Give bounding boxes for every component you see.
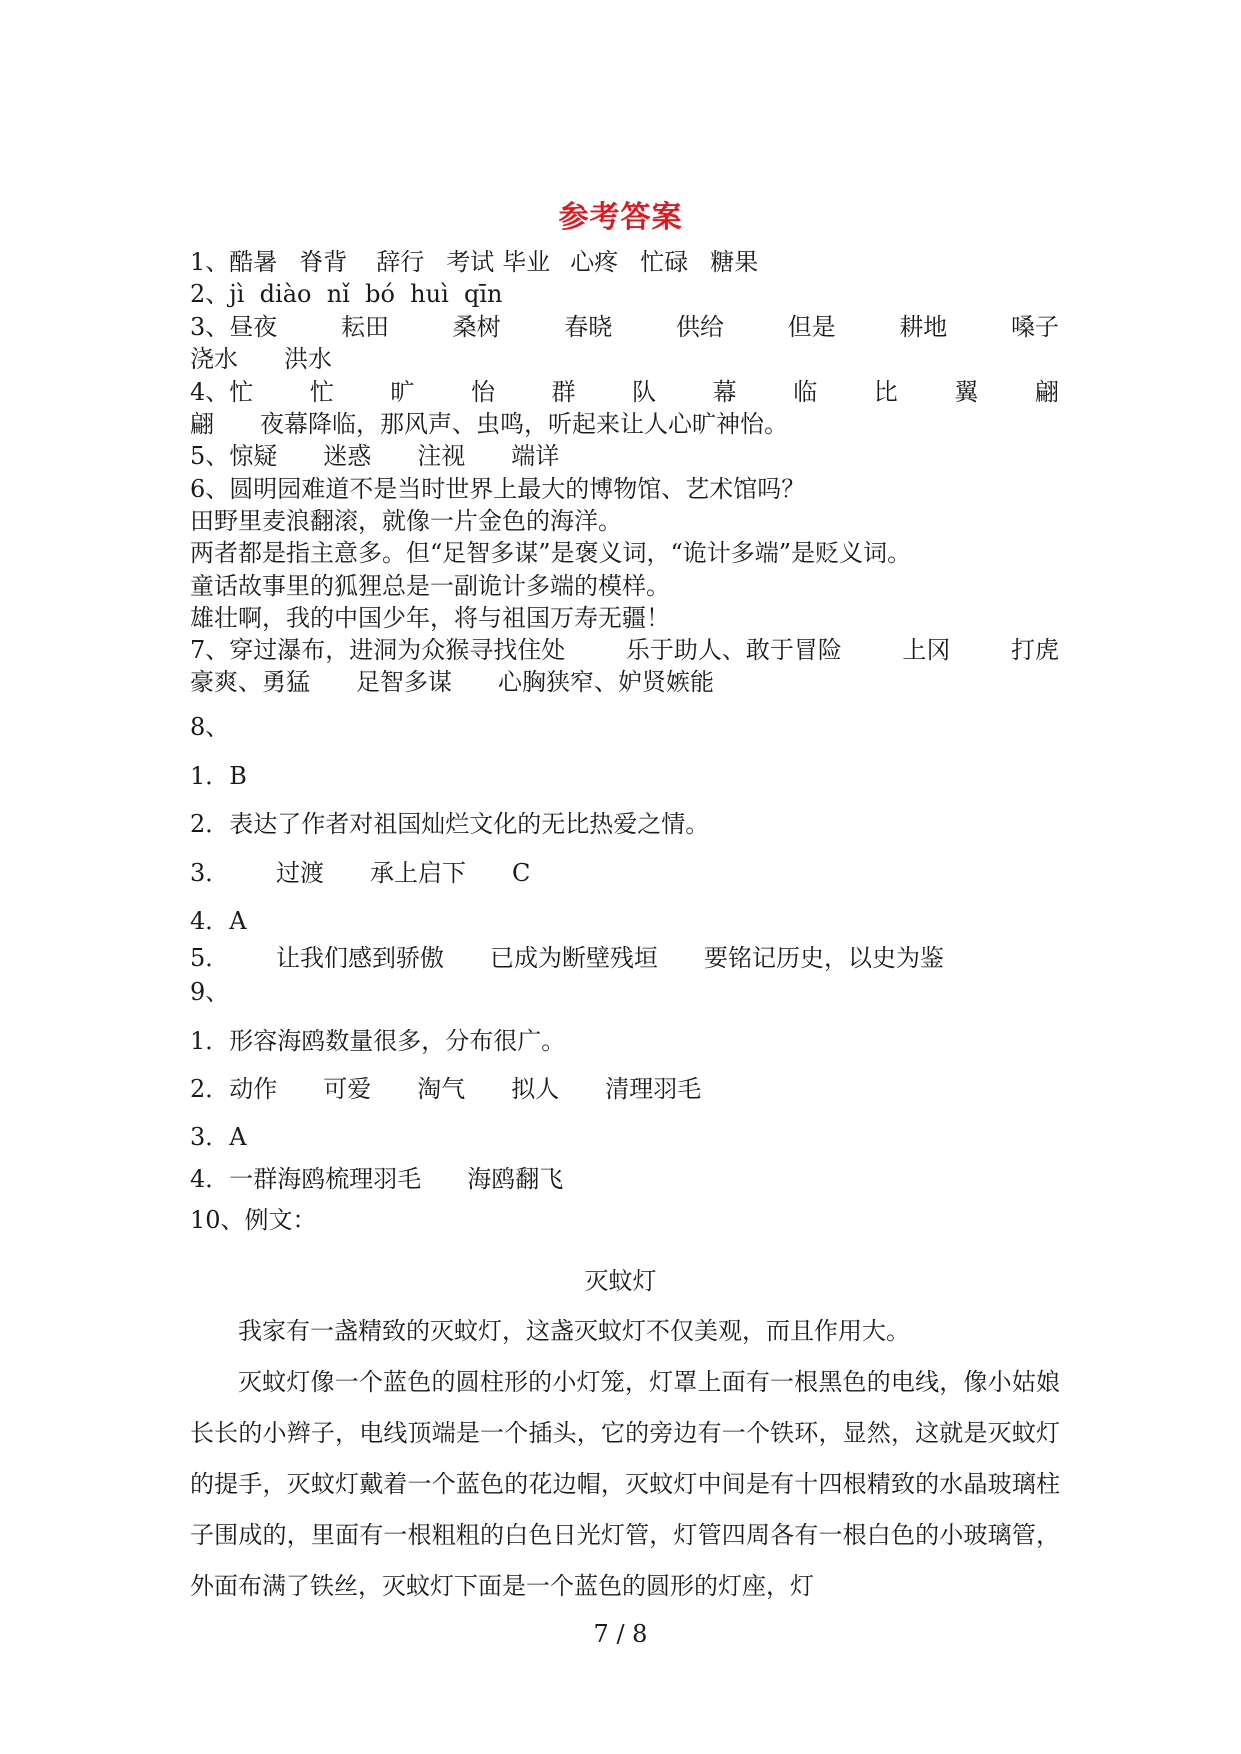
- q9-answer-4: [190, 1164, 563, 1194]
- q4-item: 比: [873, 378, 898, 406]
- q4-item: 翼: [954, 378, 979, 406]
- q9-answer-4-item: 一群海鸥梳理羽毛: [229, 1165, 422, 1193]
- q8-answer-3-item: 过渡: [276, 859, 324, 887]
- q3-item: 但是: [787, 313, 836, 341]
- q7-number: 7、: [190, 636, 230, 664]
- q6-answer: 雄壮啊，我的中国少年，将与祖国万寿无疆！: [190, 604, 670, 632]
- q7-item: 打虎: [1010, 636, 1059, 664]
- q4-item: 忙: [229, 378, 254, 406]
- q1-item: 辞行: [376, 248, 425, 276]
- q5-item: 惊疑: [229, 442, 278, 470]
- q4-item: 队: [632, 378, 657, 406]
- q4-row2: [190, 409, 788, 439]
- q8-number: 8、: [190, 713, 230, 741]
- q8-answer-3-item: 承上启下: [370, 859, 466, 887]
- q6-number: 6、: [190, 475, 230, 503]
- q6-answer: 圆明园难道不是当时世界上最大的博物馆、艺术馆吗？: [229, 475, 806, 503]
- q4-item: 幕: [712, 378, 737, 406]
- q1-item: 心疼: [570, 248, 619, 276]
- q8-answer-2: 2．表达了作者对祖国灿烂文化的无比热爱之情。: [190, 810, 710, 838]
- q6-answer: 田野里麦浪翻滚，就像一片金色的海洋。: [190, 507, 622, 535]
- q4-item: 忙: [309, 378, 334, 406]
- q7-item: 足智多谋: [356, 668, 452, 696]
- q7-item: 豪爽、勇猛: [190, 668, 310, 696]
- essay-paragraph: 我家有一盏精致的灭蚊灯，这盏灭蚊灯不仅美观，而且作用大。: [238, 1317, 910, 1345]
- q8-answer-5-number: 5．: [190, 944, 230, 972]
- answer-title: 参考答案: [558, 200, 683, 235]
- q9-answer-1: 1．形容海鸥数量很多，分布很广。: [190, 1027, 566, 1055]
- q3-number: 3、: [190, 313, 230, 341]
- page-number: 7 / 8: [593, 1620, 648, 1648]
- q4-item: 怡: [470, 378, 495, 406]
- q3-item: 嗓子: [1010, 313, 1059, 341]
- q3-item: 春晓: [564, 313, 613, 341]
- q5-item: 端详: [511, 442, 560, 470]
- q4-row1: [190, 377, 1059, 407]
- q7-item: 穿过瀑布，进洞为众猴寻找住处: [229, 636, 566, 664]
- q7-item: 心胸狭窄、妒贤嫉能: [498, 668, 714, 696]
- q9-answer-2-item: 拟人: [511, 1075, 560, 1103]
- q7-row1: [190, 635, 1059, 665]
- q3-item: 供给: [675, 313, 724, 341]
- q8-answer-1: 1．B: [190, 762, 247, 790]
- q8-answer-5: [190, 943, 944, 973]
- q5-number: 5、: [190, 442, 230, 470]
- q3-item: 浇水: [190, 345, 238, 373]
- q3-item: 耘田: [340, 313, 389, 341]
- q8-answer-3-item: C: [512, 859, 531, 887]
- q9-answer-4-item: 海鸥翻飞: [467, 1165, 564, 1193]
- q3-item: 耕地: [899, 313, 948, 341]
- essay-title: 灭蚊灯: [584, 1267, 657, 1295]
- q8-answer-3: [190, 858, 530, 888]
- q8-answer-5-item: 已成为断壁残垣: [490, 944, 658, 972]
- q6-answer: 童话故事里的狐狸总是一副诡计多端的模样。: [190, 572, 670, 600]
- q1-item: 糖果: [710, 248, 759, 276]
- q7-row2: [190, 667, 714, 697]
- q3-row1: [190, 312, 1059, 342]
- q1-line: [190, 247, 758, 277]
- q8-answer-4: 4．A: [190, 907, 247, 935]
- q3-row2: [190, 344, 332, 374]
- q4-item: 旷: [390, 378, 415, 406]
- q1-number: 1、: [190, 248, 230, 276]
- q1-item: 考试: [446, 248, 495, 276]
- q10-heading: 10、例文：: [190, 1206, 317, 1234]
- q3-item: 昼夜: [229, 313, 278, 341]
- q2-number: 2、: [190, 280, 230, 308]
- q1-item: 忙碌: [640, 248, 689, 276]
- essay-paragraph: 灭蚊灯像一个蓝色的圆柱形的小灯笼，灯罩上面有一根黑色的电线，像小姑娘长长的小辫子，电线顶端是一个插头，它的旁边有一个铁环，显然，这就是灭蚊灯的提手，灭蚊灯戴着一个蓝色的花边帽，灭蚊灯中间是有十四根精致的水晶玻璃柱子围成的，里面有一根粗粗的白色日光灯管，灯管四周各有一根白色的小玻璃管，外面布满了铁丝，灭蚊灯下面是一个蓝色的圆形的灯座，灯: [190, 1368, 1060, 1600]
- q1-item: 酷暑: [229, 248, 278, 276]
- q6-line: [190, 474, 805, 504]
- q2-line: [190, 279, 503, 309]
- q1-item: 毕业: [502, 248, 551, 276]
- q4-item: 群: [551, 378, 576, 406]
- q8-answer-5-item: 要铭记历史，以史为鉴: [704, 944, 944, 972]
- q9-answer-2-item: 动作: [229, 1075, 278, 1103]
- q9-answer-4-number: 4．: [190, 1165, 230, 1193]
- q4-number: 4、: [190, 378, 230, 406]
- q4-item: 翩: [190, 410, 214, 438]
- q5-item: 迷惑: [323, 442, 372, 470]
- q7-item: 上冈: [902, 636, 951, 664]
- q4-sentence: 夜幕降临，那风声、虫鸣，听起来让人心旷神怡。: [260, 410, 788, 438]
- essay-body: [190, 1306, 1060, 1612]
- q4-item: 翩: [1034, 378, 1059, 406]
- q7-item: 乐于助人、敢于冒险: [625, 636, 842, 664]
- q3-item: 桑树: [452, 313, 501, 341]
- q9-answer-2-number: 2．: [190, 1075, 230, 1103]
- q6-answer: 两者都是指主意多。但“足智多谋”是褒义词，“诡计多端”是贬义词。: [190, 539, 912, 567]
- q8-answer-3-number: 3．: [190, 859, 230, 887]
- q9-answer-2: [190, 1074, 701, 1104]
- q1-item: 脊背: [299, 248, 348, 276]
- q5-item: 注视: [417, 442, 466, 470]
- q3-item: 洪水: [284, 345, 332, 373]
- q9-answer-2-item: 清理羽毛: [605, 1075, 702, 1103]
- q8-answer-5-item: 让我们感到骄傲: [276, 944, 444, 972]
- q4-item: 临: [793, 378, 818, 406]
- q2-pinyin: jì diào nǐ bó huì qīn: [229, 280, 503, 308]
- q5-line: [190, 441, 559, 471]
- q9-answer-2-item: 淘气: [417, 1075, 466, 1103]
- q9-answer-2-item: 可爱: [323, 1075, 372, 1103]
- q9-number: 9、: [190, 978, 230, 1006]
- q9-answer-3: 3．A: [190, 1123, 247, 1151]
